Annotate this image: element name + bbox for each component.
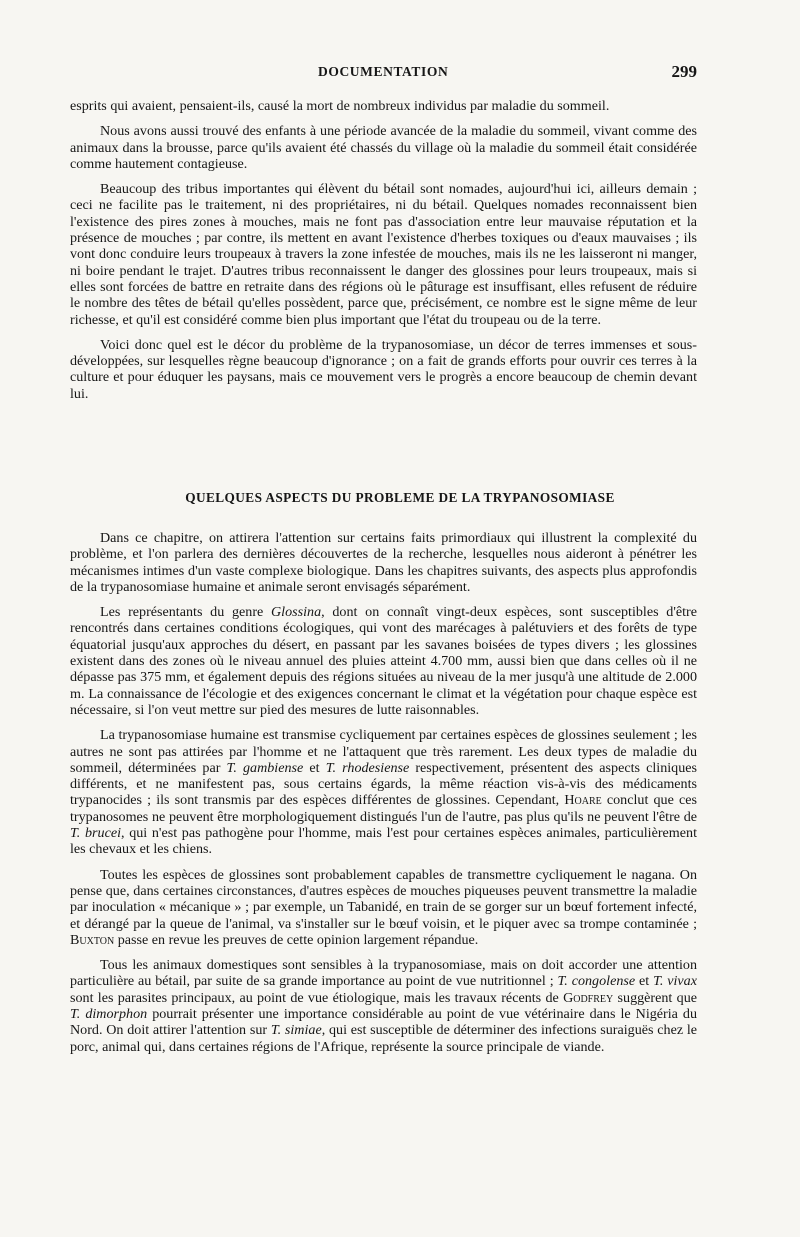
text-run: pourrait présenter une importance considérable au point de vue vétérinaire dans le Nigéria du Nord. On doit attirer l'attention sur bbox=[70, 1006, 697, 1039]
species-name: T. brucei bbox=[70, 825, 121, 842]
species-name: T. dimorphon bbox=[70, 1006, 148, 1023]
text-run: suggèrent que bbox=[613, 989, 697, 1006]
text-run: passe en revue les preuves de cette opinion largement répandue. bbox=[114, 931, 479, 948]
text-run: , qui n'est pas pathogène pour l'homme, mais l'est pour certaines espèces animales, particulièrement les chevaux et les chiens. bbox=[70, 825, 697, 858]
text-block-top bbox=[70, 98, 697, 411]
species-name: T. congolense bbox=[557, 973, 636, 990]
species-name: T. gambiense bbox=[226, 759, 304, 776]
text-run: Les représentants du genre bbox=[100, 604, 271, 621]
page-number: 299 bbox=[671, 62, 697, 81]
paragraph-domestic-animals bbox=[70, 957, 697, 1055]
text-run: Toutes les espèces de glossines sont probablement capables de transmettre cycliquement le nagana. On pense que, dans certaines circonstances, d'autres espèces de mouches piqueuses peuvent transmettre la maladie par inoculation « mécanique » ; par exemple, un Tabanidé, en train de se gorger sur un bœuf fortement infecté, et dérangé par la queue de l'animal, va s'installer sur le bœuf voisin, et le piquer avec sa trompe contaminée ; bbox=[70, 866, 697, 932]
text-run: et bbox=[303, 759, 326, 776]
paragraph-glossina bbox=[70, 604, 697, 718]
species-name: T. simiae bbox=[270, 1022, 322, 1039]
paragraph-children: Nous avons aussi trouvé des enfants à une période avancée de la maladie du sommeil, vivant comme des animaux dans la brousse, parce qu'ils avaient été chassés du village où la maladie du sommeil était considérée comme hautement contagieuse. bbox=[70, 123, 697, 172]
genus-name: Glossina bbox=[271, 604, 322, 621]
section-heading: QUELQUES ASPECTS DU PROBLEME DE LA TRYPANOSOMIASE bbox=[185, 490, 615, 505]
paragraph-chapter-intro: Dans ce chapitre, on attirera l'attention sur certains faits primordiaux qui illustrent la complexité du problème, et l'on parlera des dernières découvertes de la recherche, lesquelles nous aideront à pénétrer les mécanismes intimes d'un vaste complexe biologique. Dans les chapitres suivants, des aspects plus approfondis de la trypanosomiase humaine et animale seront envisagés séparément. bbox=[70, 530, 697, 595]
text-run: sont les parasites principaux, au point de vue étiologique, mais les travaux récents de bbox=[70, 989, 564, 1006]
text-block-bottom bbox=[70, 530, 697, 1064]
author-name: Hoare bbox=[564, 792, 602, 809]
species-name: T. vivax bbox=[653, 973, 697, 990]
running-title: DOCUMENTATION bbox=[318, 64, 449, 79]
text-run: conclut que ces trypanosomes ne peuvent être morphologiquement distingués l'un de l'autre, pas plus qu'ils ne peuvent l'être de bbox=[70, 792, 697, 825]
paragraph-nomads: Beaucoup des tribus importantes qui élèvent du bétail sont nomades, aujourd'hui ici, ailleurs demain ; ceci ne facilite pas le traitement, ni des propriétaires, ni du bétail. Quelques nomades reconnaissent bien l'existence des pires zones à mouches, mais ne font pas d'association entre leur mauvaise réputation et la présence de mouches ; par contre, ils mettent en avant l'existence d'herbes toxiques ou d'eaux mauvaises ; ils vont donc conduire leurs troupeaux à travers la zone infestée de mouches, mais ils ne les laisseront ni manger, ni boire pendant le trajet. D'autres tribus reconnaissent le danger des glossines pour leurs troupeaux, mais si elles sont forcées de battre en retraite dans des régions où le pâturage est insuffisant, elles refusent de réduire le nombre des têtes de bétail qu'elles possèdent, parce que, précisément, ce nombre est le signe même de leur richesse, et qu'il est considéré comme bien plus important que l'état du troupeau ou de la terre. bbox=[70, 181, 697, 328]
text-run: , qui est susceptible de déterminer des infections suraiguës chez le porc, animal qui, dans certaines régions de l'Afrique, représente la source principale de viande. bbox=[70, 1022, 698, 1055]
paragraph-human-trypanosomiasis bbox=[70, 727, 697, 857]
text-run: Tous les animaux domestiques sont sensibles à la trypanosomiase, mais on doit accorder une attention particulière au bétail, par suite de sa grande importance au point de vue nutritionnel ; bbox=[70, 957, 697, 990]
paragraph-nagana bbox=[70, 867, 697, 948]
text-run: respectivement, présentent des aspects cliniques différents, et ne manifestent pas, sous certains égards, la même réaction vis-à-vis des médicaments trypanocides ; ils sont transmis par des espèces différentes de glossines. Cependant, bbox=[70, 759, 697, 809]
text-run: La trypanosomiase humaine est transmise cycliquement par certaines espèces de glossines seulement ; les autres ne sont pas attirées par l'homme et ne l'attaquent que très rarement. Les deux types de maladie du sommeil, déterminées par bbox=[70, 727, 697, 776]
paragraph-setting: Voici donc quel est le décor du problème de la trypanosomiase, un décor de terres immenses et sous-développées, sur lesquelles règne beaucoup d'ignorance ; on a fait de grands efforts pour ouvrir ces terres à la culture et pour éduquer les paysans, mais ce mouvement vers le progrès a encore beaucoup de chemin devant lui. bbox=[70, 336, 697, 402]
paragraph-continuation: esprits qui avaient, pensaient-ils, causé la mort de nombreux individus par maladie du sommeil. bbox=[70, 98, 610, 114]
page-header bbox=[0, 64, 800, 86]
text-run: , dont on connaît vingt-deux espèces, sont susceptibles d'être rencontrés dans certaines conditions écologiques, qui vont des marécages à palétuviers et des forêts de type équatorial jusqu'aux approches du désert, en passant par les savanes boisées de types divers ; les glossines existent dans des zones où le niveau annuel des pluies atteint 4.700 mm, aussi bien que dans celles où il ne dépasse pas 375 mm, et également depuis des régions situées au niveau de la mer jusqu'à une altitude de 2.000 m. La connaissance de l'écologie et des exigences concernant le climat et la végétation pour chaque espèce est nécessaire, si l'on veut mettre sur pied des mesures de lutte raisonnables. bbox=[70, 604, 698, 718]
species-name: T. rhodesiense bbox=[325, 759, 410, 776]
author-name: Godfrey bbox=[563, 989, 614, 1006]
text-run: et bbox=[635, 973, 654, 990]
author-name: Buxton bbox=[70, 931, 115, 948]
